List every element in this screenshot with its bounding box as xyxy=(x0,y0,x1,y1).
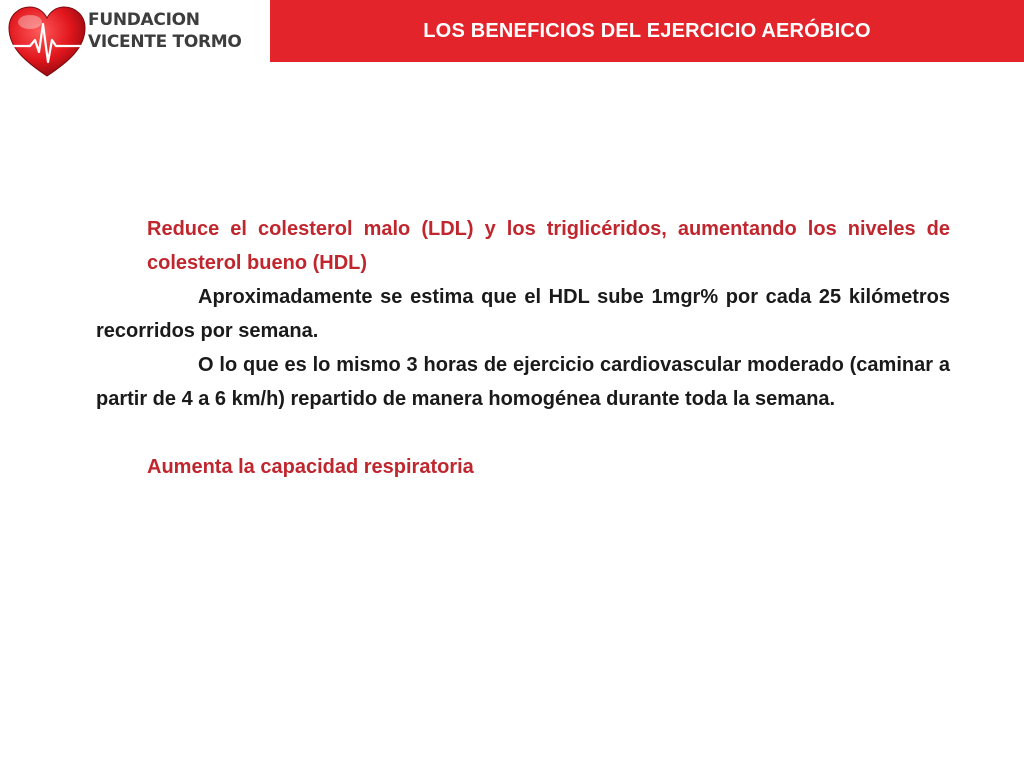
benefit-point-1: Reduce el colesterol malo (LDL) y los triglicéridos, aumentando los niveles de colesterol bueno (HDL) xyxy=(147,218,950,274)
exercise-equivalence-paragraph: O lo que es lo mismo 3 horas de ejercicio cardiovascular moderado (caminar a partir de 4 a 6 km/h) repartido de manera homogénea durante toda la semana. xyxy=(96,354,950,410)
heart-ecg-icon xyxy=(6,4,88,80)
foundation-logo xyxy=(6,4,268,80)
logo-line-1: FUNDACION xyxy=(88,10,200,30)
header-bar xyxy=(270,0,1024,62)
logo-text xyxy=(88,9,242,53)
page-title: LOS BENEFICIOS DEL EJERCICIO AERÓBICO xyxy=(423,19,871,42)
logo-line-2: VICENTE TORMO xyxy=(88,32,242,52)
benefit-point-2: Aumenta la capacidad respiratoria xyxy=(147,456,474,478)
hdl-estimate-paragraph: Aproximadamente se estima que el HDL sube 1mgr% por cada 25 kilómetros recorridos por semana. xyxy=(96,286,950,342)
spacer xyxy=(96,416,950,450)
slide-content xyxy=(96,212,950,484)
